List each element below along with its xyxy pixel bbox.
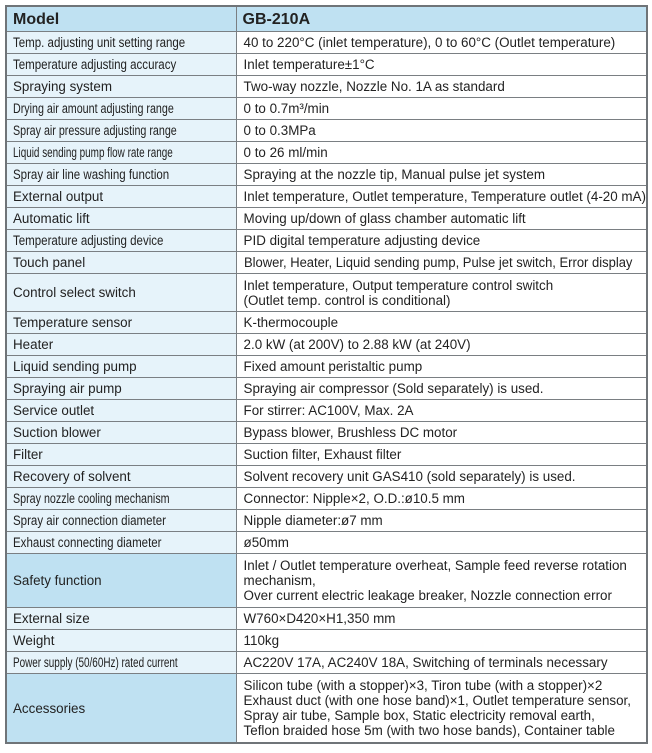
table-row xyxy=(6,630,647,652)
table-row xyxy=(6,652,647,674)
table-row xyxy=(6,120,647,142)
table-row xyxy=(6,164,647,186)
table-row xyxy=(6,444,647,466)
table-row xyxy=(6,252,647,274)
row-value: Moving up/down of glass chamber automatic lift xyxy=(236,208,647,230)
row-label: Spray air line washing function xyxy=(6,164,236,186)
row-label: Accessories xyxy=(6,674,236,744)
table-row xyxy=(6,488,647,510)
table-row xyxy=(6,274,647,312)
table-row xyxy=(6,98,647,120)
row-label: Spray nozzle cooling mechanism xyxy=(6,488,236,510)
row-label: Spray air pressure adjusting range xyxy=(6,120,236,142)
table-row xyxy=(6,230,647,252)
table-row xyxy=(6,32,647,54)
row-value: 0 to 0.7m³/min xyxy=(236,98,647,120)
table-row xyxy=(6,400,647,422)
row-value xyxy=(236,674,647,744)
row-value: 40 to 220°C (inlet temperature), 0 to 60°C (Outlet temperature) xyxy=(236,32,647,54)
row-label: Temperature adjusting device xyxy=(6,230,236,252)
header-row xyxy=(6,6,647,32)
row-label: Control select switch xyxy=(6,274,236,312)
table-row xyxy=(6,510,647,532)
row-value: Spraying air compressor (Sold separately) is used. xyxy=(236,378,647,400)
row-label: Recovery of solvent xyxy=(6,466,236,488)
row-label: Liquid sending pump xyxy=(6,356,236,378)
row-value: Inlet temperature±1°C xyxy=(236,54,647,76)
row-value: 0 to 26 ml/min xyxy=(236,142,647,164)
row-value: Blower, Heater, Liquid sending pump, Pulse jet switch, Error display xyxy=(236,252,647,274)
row-value-line: Spray air tube, Sample box, Static electricity removal earth, xyxy=(243,708,595,723)
row-value: AC220V 17A, AC240V 18A, Switching of terminals necessary xyxy=(236,652,647,674)
row-value-line: mechanism, xyxy=(243,573,316,588)
row-value: Solvent recovery unit GAS410 (sold separately) is used. xyxy=(236,466,647,488)
row-label: Safety function xyxy=(6,554,236,608)
row-value: Bypass blower, Brushless DC motor xyxy=(236,422,647,444)
row-value-line: Exhaust duct (with one hose band)×1, Outlet temperature sensor, xyxy=(243,693,631,708)
row-label: Liquid sending pump flow rate range xyxy=(6,142,236,164)
row-value: 2.0 kW (at 200V) to 2.88 kW (at 240V) xyxy=(236,334,647,356)
table-row xyxy=(6,356,647,378)
row-value: Connector: Nipple×2, O.D.:ø10.5 mm xyxy=(236,488,647,510)
table-row xyxy=(6,142,647,164)
table-row xyxy=(6,378,647,400)
row-value-line: Inlet temperature, Output temperature control switch xyxy=(243,277,554,293)
row-value: ø50mm xyxy=(236,532,647,554)
row-value: 0 to 0.3MPa xyxy=(236,120,647,142)
table-row xyxy=(6,334,647,356)
row-label: Drying air amount adjusting range xyxy=(6,98,236,120)
row-label: Exhaust connecting diameter xyxy=(6,532,236,554)
row-value: Inlet temperature, Outlet temperature, Temperature outlet (4-20 mA) xyxy=(236,186,647,208)
row-value: Fixed amount peristaltic pump xyxy=(236,356,647,378)
table-row xyxy=(6,422,647,444)
table-row xyxy=(6,466,647,488)
row-label: Heater xyxy=(6,334,236,356)
table-row xyxy=(6,674,647,744)
row-value-line: Over current electric leakage breaker, Nozzle connection error xyxy=(243,588,612,603)
row-label: Spraying air pump xyxy=(6,378,236,400)
row-value: For stirrer: AC100V, Max. 2A xyxy=(236,400,647,422)
row-value: PID digital temperature adjusting device xyxy=(236,230,647,252)
row-label: Service outlet xyxy=(6,400,236,422)
row-label: Temp. adjusting unit setting range xyxy=(6,32,236,54)
row-label: Suction blower xyxy=(6,422,236,444)
row-label: Automatic lift xyxy=(6,208,236,230)
table-row xyxy=(6,312,647,334)
header-label: Model xyxy=(6,6,236,32)
table-row xyxy=(6,54,647,76)
table-row xyxy=(6,76,647,98)
row-value-line: Inlet / Outlet temperature overheat, Sample feed reverse rotation xyxy=(243,558,627,573)
header-model: GB-210A xyxy=(236,6,647,32)
row-label: Spraying system xyxy=(6,76,236,98)
row-value-line: Teflon braided hose 5m (with two hose bands), Container table xyxy=(243,723,615,738)
row-value: Spraying at the nozzle tip, Manual pulse jet system xyxy=(236,164,647,186)
row-value: Nipple diameter:ø7 mm xyxy=(236,510,647,532)
row-label: Spray air connection diameter xyxy=(6,510,236,532)
row-value: W760×D420×H1,350 mm xyxy=(236,608,647,630)
table-row xyxy=(6,186,647,208)
spec-table xyxy=(5,5,648,744)
row-label: Temperature sensor xyxy=(6,312,236,334)
table-row xyxy=(6,532,647,554)
row-label: Power supply (50/60Hz) rated current xyxy=(6,652,236,674)
row-value xyxy=(236,274,647,312)
row-label: Temperature adjusting accuracy xyxy=(6,54,236,76)
row-value: Suction filter, Exhaust filter xyxy=(236,444,647,466)
row-label: Weight xyxy=(6,630,236,652)
row-value: 110kg xyxy=(236,630,647,652)
row-label: Filter xyxy=(6,444,236,466)
row-value xyxy=(236,554,647,608)
table-row xyxy=(6,608,647,630)
row-label: External output xyxy=(6,186,236,208)
table-row xyxy=(6,554,647,608)
row-label: Touch panel xyxy=(6,252,236,274)
row-label: External size xyxy=(6,608,236,630)
row-value: Two-way nozzle, Nozzle No. 1A as standard xyxy=(236,76,647,98)
row-value-line: Silicon tube (with a stopper)×3, Tiron tube (with a stopper)×2 xyxy=(243,678,603,693)
table-row xyxy=(6,208,647,230)
row-value: K-thermocouple xyxy=(236,312,647,334)
row-value-line: (Outlet temp. control is conditional) xyxy=(243,292,451,308)
